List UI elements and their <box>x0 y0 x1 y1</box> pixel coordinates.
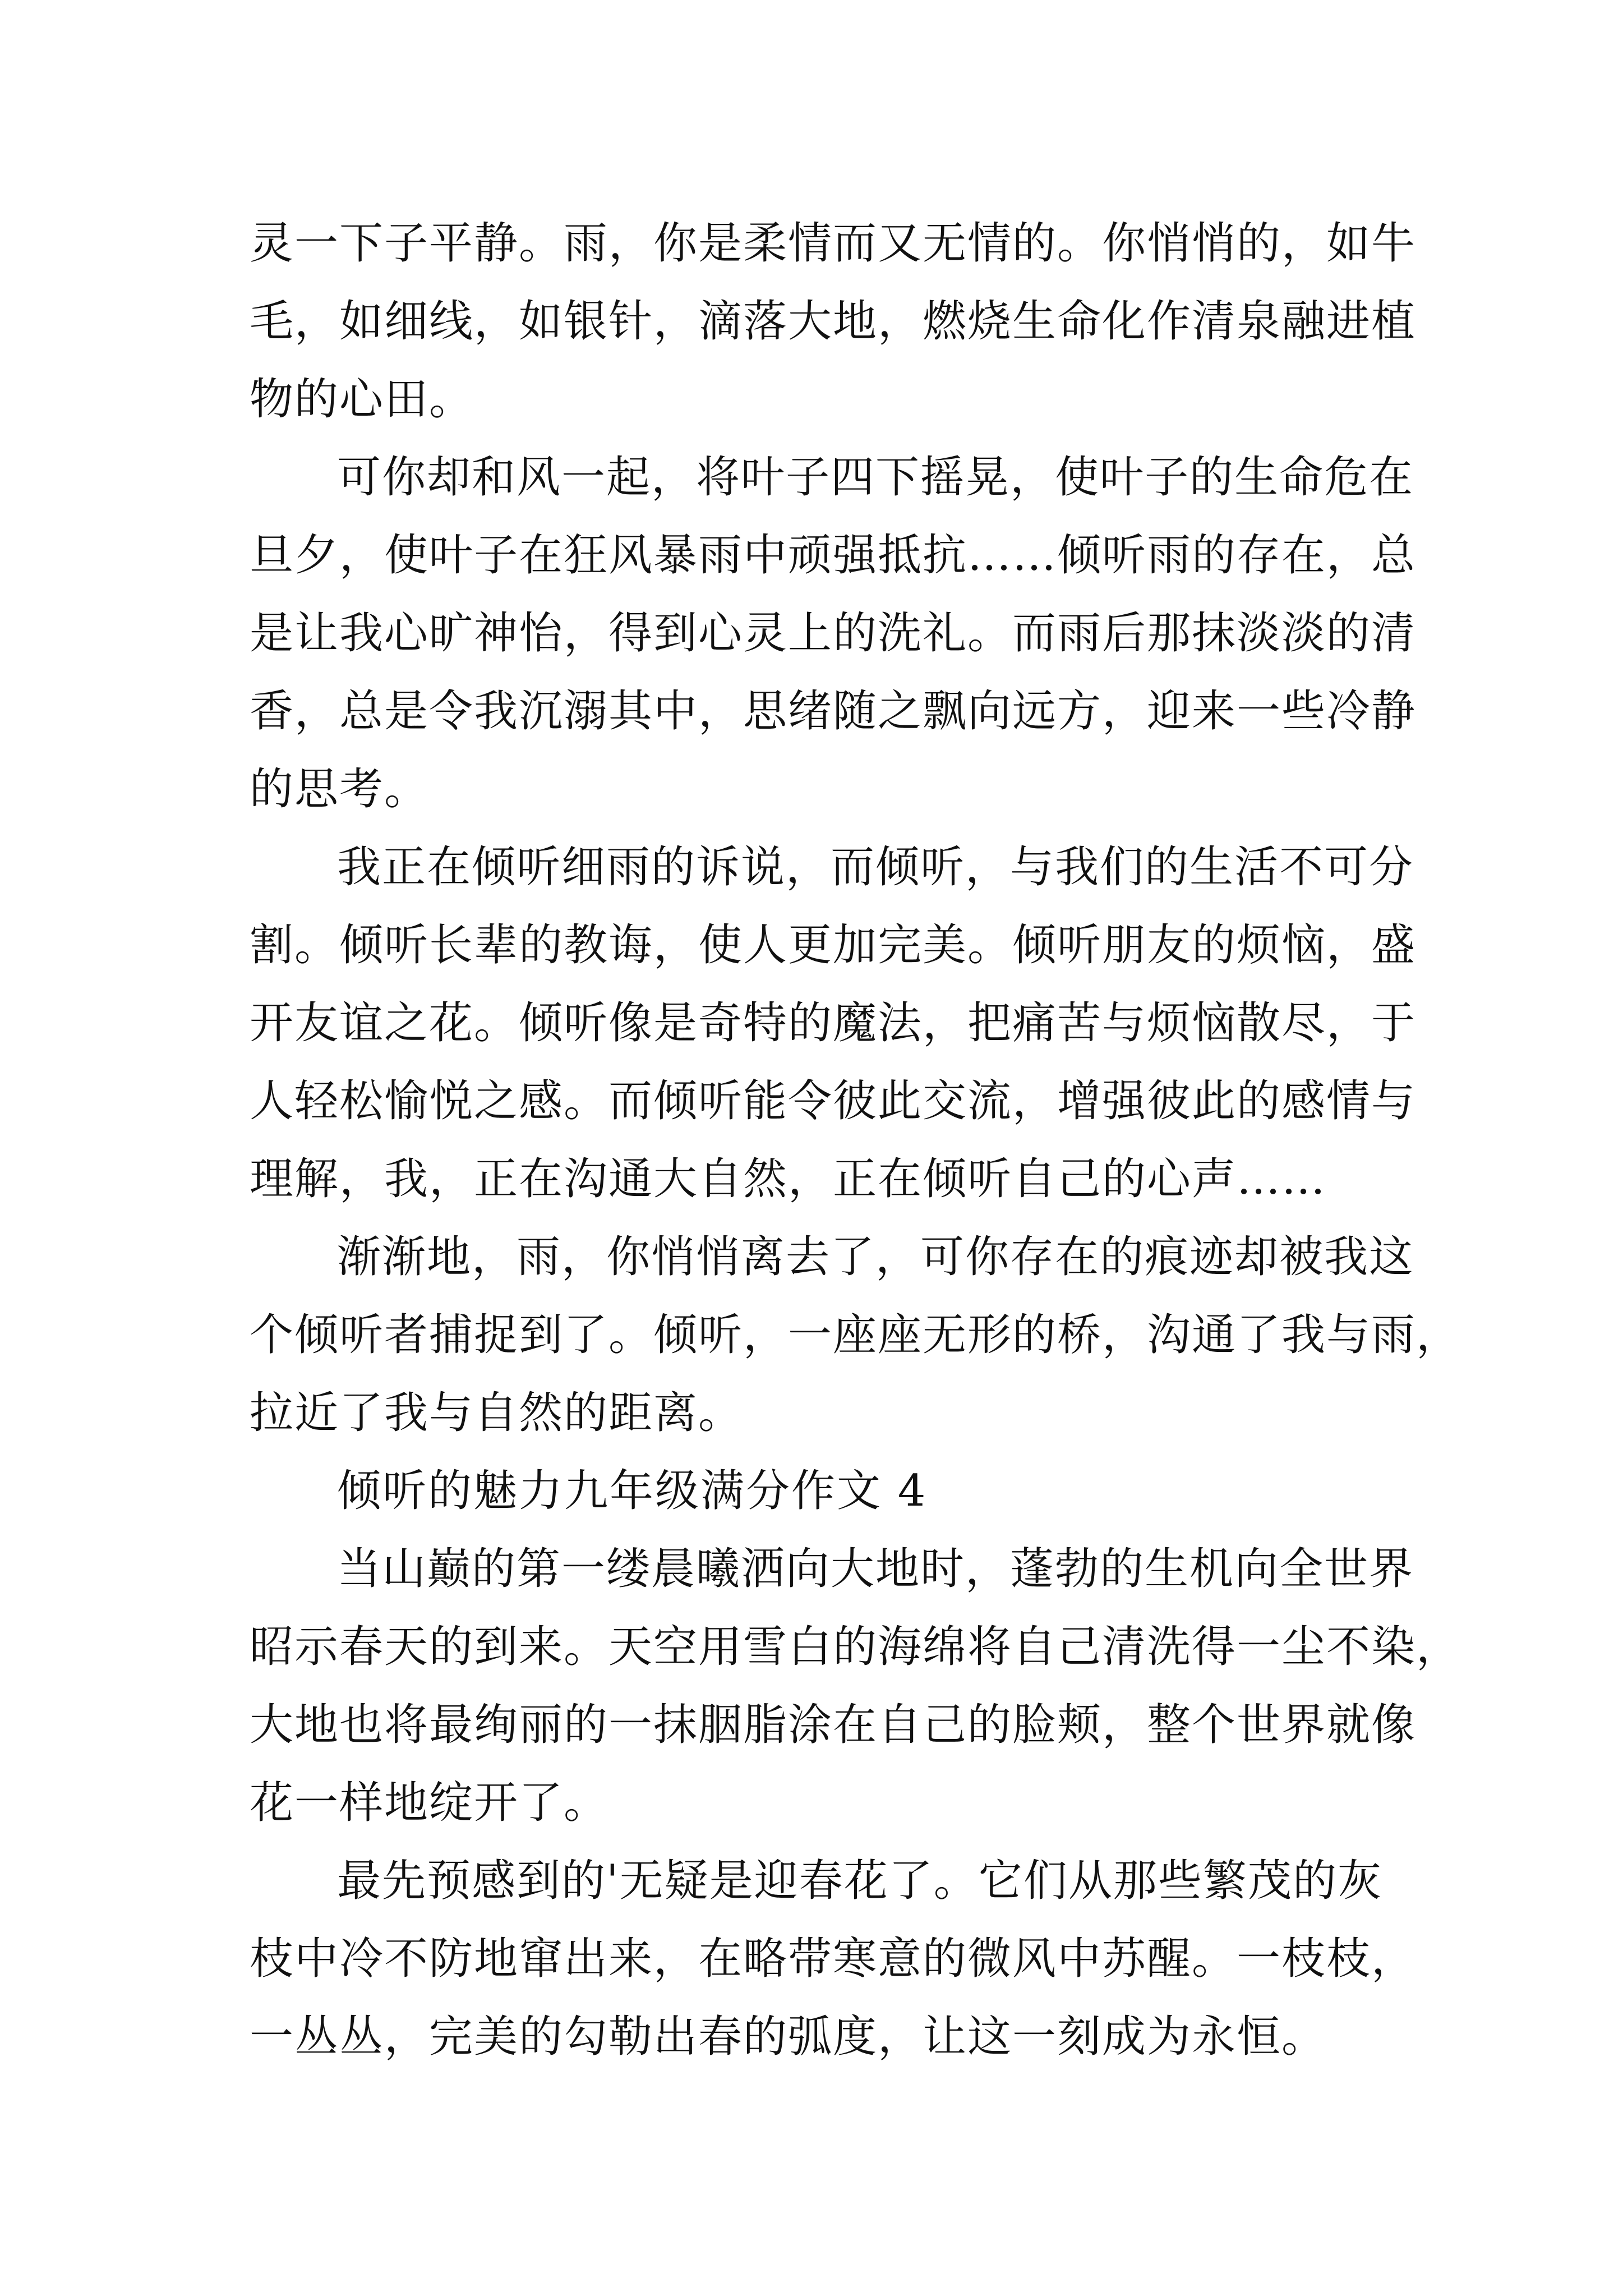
text-line: 物的心田。 <box>250 374 474 425</box>
text-line: 大地也将最绚丽的一抹胭脂涂在自己的脸颊，整个世界就像 <box>250 1700 1417 1750</box>
text-line: 昭示春天的到来。天空用雪白的海绵将自己清洗得一尘不染， <box>250 1622 1461 1672</box>
text-line: 理解，我，正在沟通大自然，正在倾听自己的心声…… <box>250 1154 1327 1204</box>
section-heading: 倾听的魅力九年级满分作文 4 <box>337 1466 928 1516</box>
text-line: 是让我心旷神怡，得到心灵上的洗礼。而雨后那抹淡淡的清 <box>250 608 1417 659</box>
text-line: 一丛丛，完美的勾勒出春的弧度，让这一刻成为永恒。 <box>250 2012 1327 2062</box>
text-line: 的思考。 <box>250 764 430 815</box>
text-line: 割。倾听长辈的教诲，使人更加完美。倾听朋友的烦恼，盛 <box>250 920 1417 970</box>
text-line: 旦夕，使叶子在狂风暴雨中顽强抵抗……倾听雨的存在，总 <box>250 530 1417 581</box>
text-line: 毛，如细线，如银针，滴落大地，燃烧生命化作清泉融进植 <box>250 296 1417 347</box>
text-line: 花一样地绽开了。 <box>250 1778 609 1828</box>
paragraph-first-line: 我正在倾听细雨的诉说，而倾听，与我们的生活不可分 <box>337 842 1414 892</box>
paragraph-first-line: 渐渐地，雨，你悄悄离去了，可你存在的痕迹却被我这 <box>337 1232 1414 1282</box>
text-line: 开友谊之花。倾听像是奇特的魔法，把痛苦与烦恼散尽，于 <box>250 998 1417 1048</box>
text-line: 香，总是令我沉溺其中，思绪随之飘向远方，迎来一些冷静 <box>250 686 1417 737</box>
text-line: 灵一下子平静。雨，你是柔情而又无情的。你悄悄的，如牛 <box>250 218 1417 269</box>
essay-body <box>250 205 1461 2076</box>
paragraph-first-line: 可你却和风一起，将叶子四下摇晃，使叶子的生命危在 <box>337 452 1414 503</box>
text-line: 拉近了我与自然的距离。 <box>250 1388 744 1438</box>
text-line: 个倾听者捕捉到了。倾听，一座座无形的桥，沟通了我与雨， <box>250 1310 1461 1360</box>
text-line: 人轻松愉悦之感。而倾听能令彼此交流，增强彼此的感情与 <box>250 1076 1417 1126</box>
text-line: 枝中冷不防地窜出来，在略带寒意的微风中苏醒。一枝枝， <box>250 1934 1417 1984</box>
paragraph-first-line: 最先预感到的'无疑是迎春花了。它们从那些繁茂的灰 <box>337 1856 1382 1906</box>
paragraph-first-line: 当山巅的第一缕晨曦洒向大地时，蓬勃的生机向全世界 <box>337 1544 1414 1594</box>
